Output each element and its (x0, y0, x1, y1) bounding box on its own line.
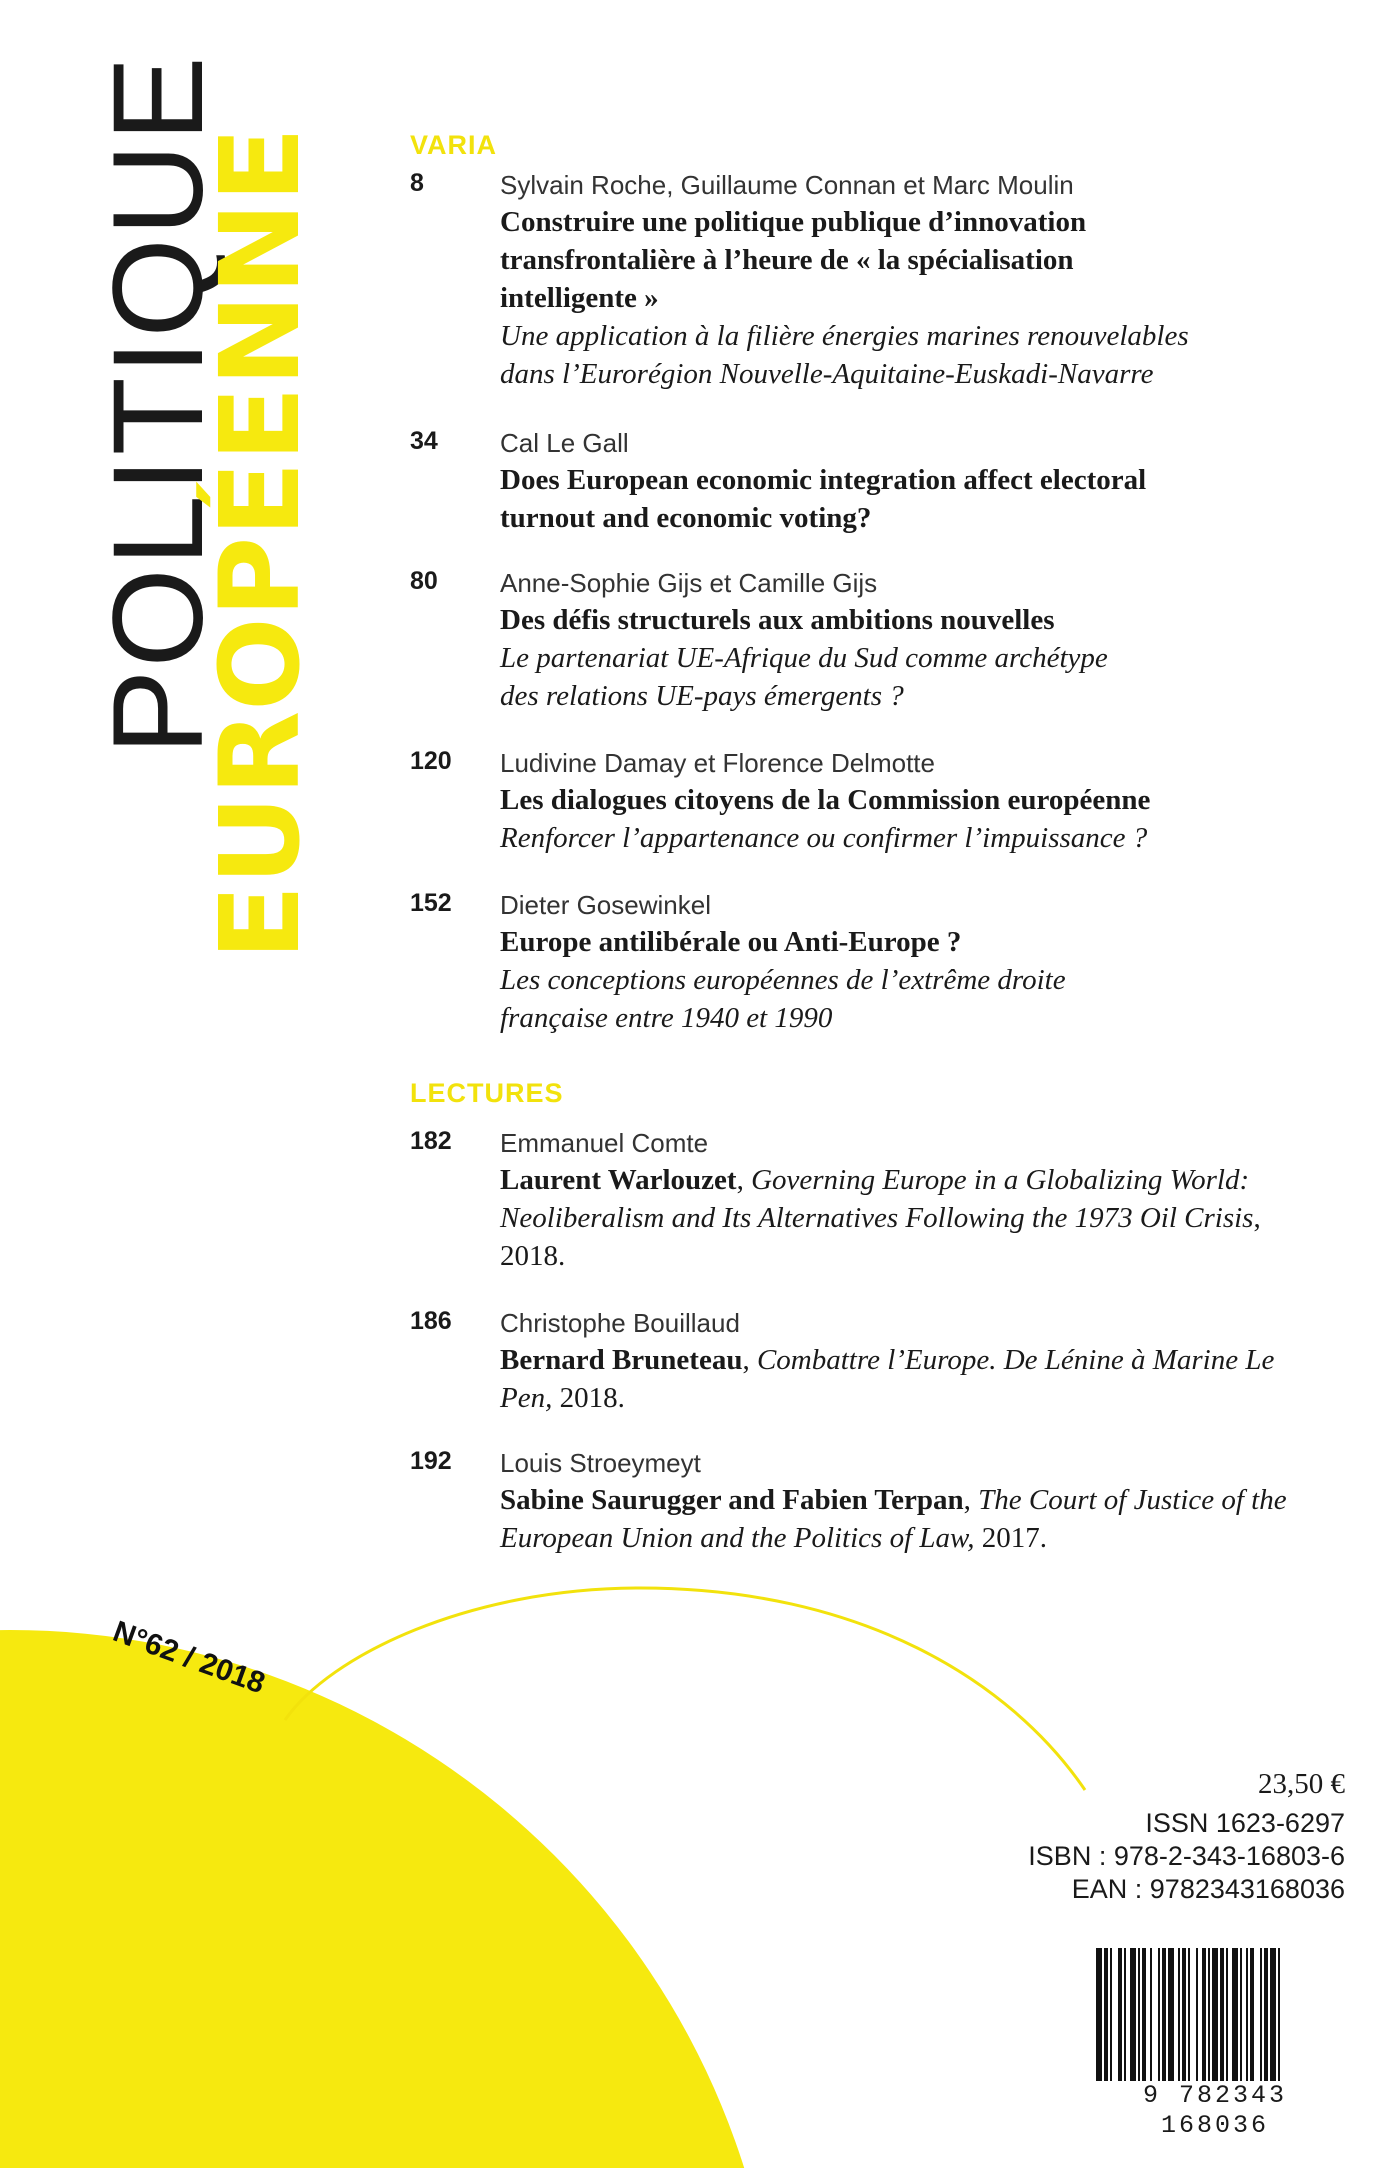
reviewed-book: Laurent Warlouzet, Governing Europe in a Globalizing World: Neoliberalism and Its Alternatives Following the 1973 Oil Crisis, 2018. (500, 1164, 1261, 1272)
article-subtitle (500, 819, 1330, 857)
price: 23,50 € (1258, 1768, 1345, 1800)
article-title-line: Does European economic integration affect electoral (500, 464, 1147, 496)
page-number: 182 (410, 1127, 452, 1155)
article-subtitle (500, 639, 1330, 715)
article-author: Cal Le Gall (500, 428, 629, 458)
article-title-line: intelligente » (500, 282, 659, 314)
page-number: 186 (410, 1307, 452, 1335)
article-title (500, 601, 1330, 639)
article-title-line: transfrontalière à l’heure de « la spécialisation (500, 244, 1074, 276)
article-subtitle (500, 317, 1330, 393)
article-subtitle-line: Le partenariat UE-Afrique du Sud comme archétype (500, 642, 1108, 674)
isbn: ISBN : 978-2-343-16803-6 (1028, 1841, 1345, 1871)
article-author: Anne-Sophie Gijs et Camille Gijs (500, 568, 878, 598)
toc-entry (410, 425, 1330, 537)
article-title-line: Des défis structurels aux ambitions nouvelles (500, 604, 1055, 636)
reviewer-name: Emmanuel Comte (500, 1128, 709, 1158)
page-number: 8 (410, 169, 424, 197)
book-author: Sabine Saurugger and Fabien Terpan (500, 1484, 964, 1516)
journal-title-europeenne: EUROPÉENNE (196, 127, 324, 960)
section-label-varia: VARIA (410, 130, 498, 160)
review-entry (410, 1305, 1330, 1417)
review-entry (410, 1125, 1330, 1275)
toc-entry (410, 887, 1330, 1037)
article-subtitle (500, 961, 1330, 1037)
article-title (500, 461, 1330, 537)
book-title: Governing Europe in a Globalizing World: Neoliberalism and Its Alternatives Following the 1973 Oil Crisis (500, 1164, 1254, 1234)
barcode-digits: 9 782343 168036 (1090, 2081, 1340, 2111)
article-title-line: Construire une politique publique d’innovation (500, 206, 1087, 238)
section-label-lectures: LECTURES (410, 1078, 564, 1108)
book-year: 2017. (981, 1522, 1047, 1554)
page-number: 80 (410, 567, 438, 595)
page-number: 192 (410, 1447, 452, 1475)
article-subtitle-line: Renforcer l’appartenance ou confirmer l’impuissance ? (500, 822, 1148, 854)
book-author: Bernard Bruneteau (500, 1344, 743, 1376)
article-title-line: turnout and economic voting? (500, 502, 872, 534)
toc-entry (410, 167, 1330, 393)
article-title (500, 923, 1330, 961)
reviewed-book: Bernard Bruneteau, Combattre l’Europe. De Lénine à Marine Le Pen, 2018. (500, 1344, 1275, 1414)
reviewed-book: Sabine Saurugger and Fabien Terpan, The Court of Justice of the European Union and the Politics of Law, 2017. (500, 1484, 1287, 1554)
article-subtitle-line: française entre 1940 et 1990 (500, 1002, 833, 1034)
article-author: Sylvain Roche, Guillaume Connan et Marc Moulin (500, 170, 1074, 200)
reviewer-name: Louis Stroeymeyt (500, 1448, 701, 1478)
reviewer-name: Christophe Bouillaud (500, 1308, 740, 1338)
page-number: 120 (410, 747, 452, 775)
book-title: Combattre l’Europe. De Lénine à Marine Le Pen, (500, 1344, 1275, 1414)
book-year: 2018. (559, 1382, 625, 1414)
book-year: 2018. (500, 1240, 566, 1272)
issn: ISSN 1623-6297 (1145, 1808, 1345, 1838)
journal-title-politique: POLITIQUE (87, 54, 230, 755)
article-subtitle-line: Les conceptions européennes de l’extrême droite (500, 964, 1066, 996)
toc-entry (410, 745, 1330, 857)
book-author: Laurent Warlouzet (500, 1164, 737, 1196)
page-number: 34 (410, 427, 438, 455)
article-title-line: Les dialogues citoyens de la Commission européenne (500, 784, 1151, 816)
article-author: Ludivine Damay et Florence Delmotte (500, 748, 935, 778)
yellow-disc (0, 1630, 780, 2168)
issue-number: N°62 / 2018 (108, 1615, 270, 1701)
review-entry (410, 1445, 1330, 1557)
article-subtitle-line: Une application à la filière énergies marines renouvelables (500, 320, 1189, 352)
article-subtitle-line: des relations UE-pays émergents ? (500, 680, 904, 712)
book-title: The Court of Justice of the European Union and the Politics of Law, (500, 1484, 1287, 1554)
page-number: 152 (410, 889, 452, 917)
article-title-line: Europe antilibérale ou Anti-Europe ? (500, 926, 962, 958)
article-subtitle-line: dans l’Eurorégion Nouvelle-Aquitaine-Euskadi-Navarre (500, 358, 1154, 390)
article-title (500, 781, 1330, 819)
ean: EAN : 9782343168036 (1071, 1874, 1345, 1904)
article-author: Dieter Gosewinkel (500, 890, 711, 920)
toc-entry (410, 565, 1330, 715)
article-title (500, 203, 1330, 317)
